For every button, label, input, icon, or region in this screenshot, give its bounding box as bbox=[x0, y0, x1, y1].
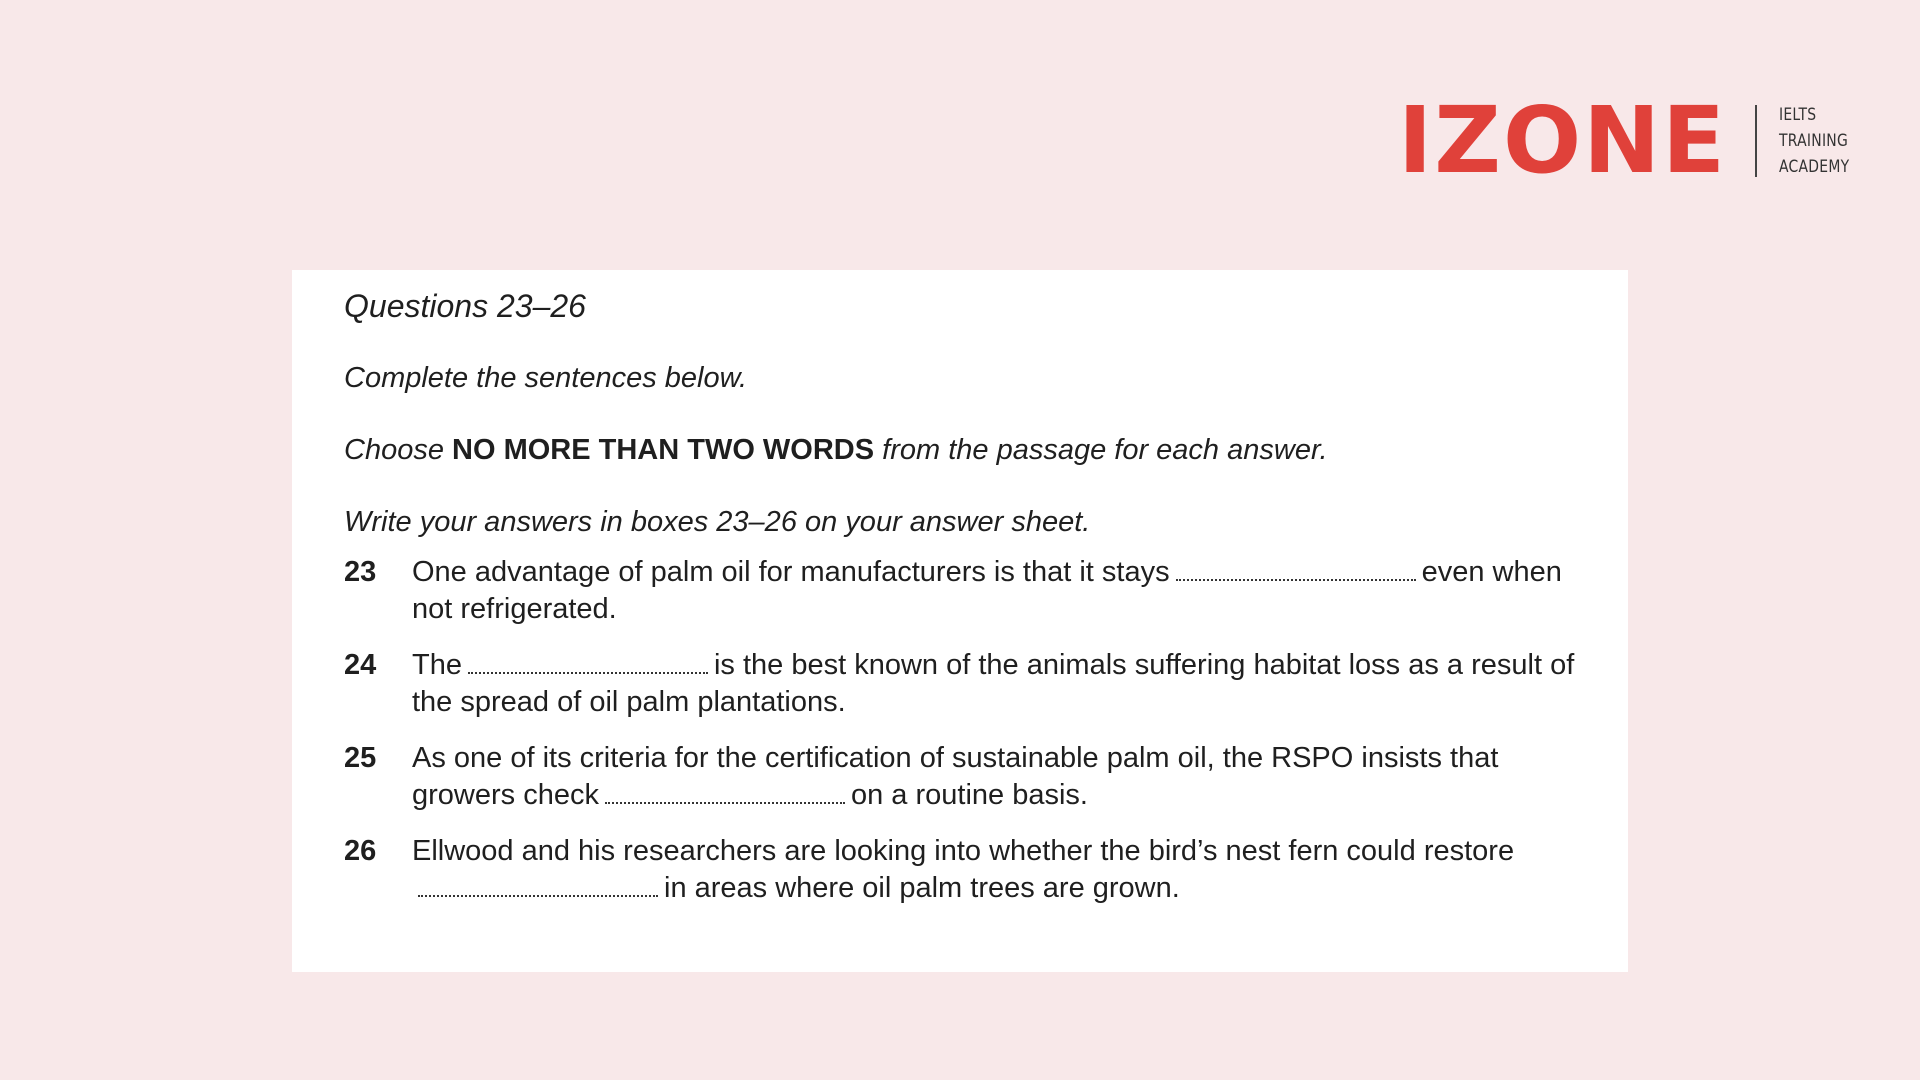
logo-tagline-line1: IELTS bbox=[1779, 105, 1817, 125]
questions-heading: Questions 23–26 bbox=[344, 288, 586, 324]
question-item bbox=[344, 833, 1594, 907]
question-text bbox=[412, 740, 1594, 814]
instruction-answer-sheet: Write your answers in boxes 23–26 on your answer sheet. bbox=[344, 506, 1091, 538]
question-text-before: Ellwood and his researchers are looking into whether the bird’s nest fern could restore bbox=[412, 835, 1515, 867]
answer-blank[interactable] bbox=[1176, 578, 1416, 581]
question-text-after: in areas where oil palm trees are grown. bbox=[664, 872, 1180, 904]
logo-tagline-line3: ACADEMY bbox=[1779, 157, 1850, 177]
instruction-word-limit-bold: NO MORE THAN TWO WORDS bbox=[452, 434, 875, 466]
instruction-complete: Complete the sentences below. bbox=[344, 362, 748, 394]
question-number: 23 bbox=[344, 556, 377, 588]
izone-logo bbox=[1398, 87, 1865, 194]
question-text-after: is the best known of the animals suffering habitat loss as a result of the spread of oil palm plantations. bbox=[412, 649, 1575, 718]
instruction-word-limit bbox=[344, 432, 1594, 468]
logo-divider bbox=[1755, 105, 1757, 177]
question-text-after: on a routine basis. bbox=[850, 779, 1088, 811]
answer-blank[interactable] bbox=[418, 894, 658, 897]
instruction-word-limit-suffix: from the passage for each answer. bbox=[874, 434, 1328, 466]
question-number: 26 bbox=[344, 835, 377, 867]
logo-tagline-line2: TRAINING bbox=[1779, 131, 1849, 151]
answer-blank[interactable] bbox=[468, 671, 708, 674]
question-text-before: As one of its criteria for the certification of sustainable palm oil, the RSPO insists that growers check bbox=[412, 742, 1499, 811]
logo-wordmark: IZONE bbox=[1398, 87, 1727, 194]
question-text bbox=[412, 833, 1594, 907]
instruction-word-limit-prefix: Choose bbox=[344, 434, 453, 466]
question-block bbox=[344, 286, 1594, 926]
question-text-after: even when not refrigerated. bbox=[412, 556, 1562, 625]
logo-tagline bbox=[1779, 102, 1865, 180]
question-number: 25 bbox=[344, 742, 377, 774]
question-text bbox=[412, 647, 1594, 721]
question-text bbox=[412, 554, 1594, 628]
question-text-before: The bbox=[412, 649, 462, 681]
document-card bbox=[292, 270, 1628, 972]
answer-blank[interactable] bbox=[605, 801, 845, 804]
question-item bbox=[344, 647, 1594, 721]
question-item bbox=[344, 554, 1594, 628]
question-item bbox=[344, 740, 1594, 814]
question-list bbox=[344, 554, 1594, 907]
question-number: 24 bbox=[344, 649, 377, 681]
question-text-before: One advantage of palm oil for manufacturers is that it stays bbox=[412, 556, 1170, 588]
